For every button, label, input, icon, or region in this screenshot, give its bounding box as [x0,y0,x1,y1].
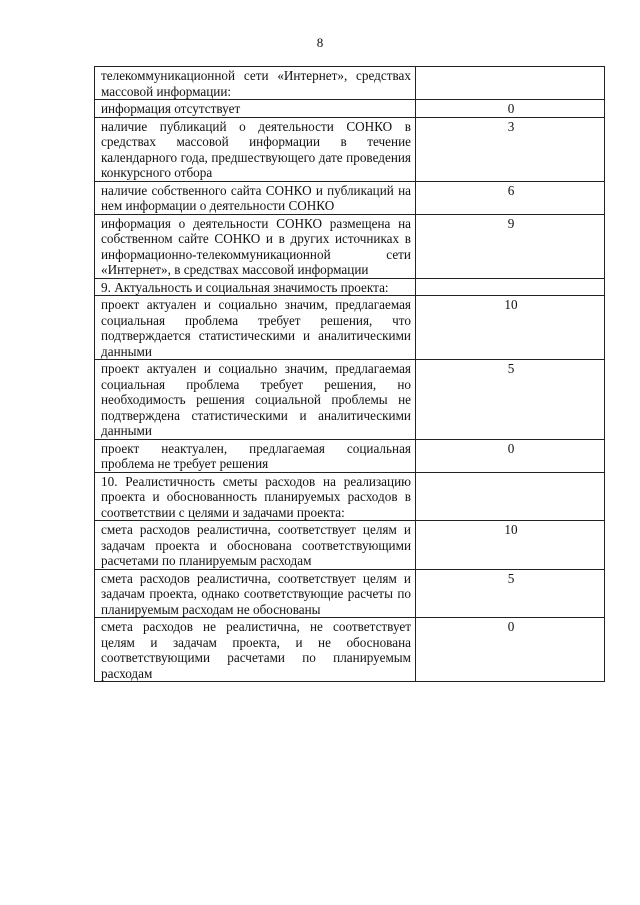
table-row [95,296,605,360]
criterion-text: телекоммуникационной сети «Интернет», средствах массовой информации: [95,67,416,100]
criterion-text: смета расходов реалистична, соответствует целям и задачам проекта, однако соответствующие расчеты по планируемым расходам не обоснованы [95,569,416,618]
section-row [95,278,605,296]
criterion-text: наличие публикаций о деятельности СОНКО в средствах массовой информации в течение календарного года, предшествующего дате проведения конкурсного отбора [95,117,416,181]
page-number: 8 [316,35,324,50]
criterion-text: проект неактуален, предлагаемая социальная проблема не требует решения [95,439,416,472]
criterion-text: проект актуален и социально значим, предлагаемая социальная проблема требует решения, но необходимость решения социальной проблемы не подтверждена статистическими и аналитическими данными [95,360,416,440]
table-row [95,214,605,278]
table-row [95,360,605,440]
section-heading: 10. Реалистичность сметы расходов на реализацию проекта и обоснованность планируемых расходов в соответствии с целями и задачами проекта: [95,472,416,521]
criterion-text: информация о деятельности СОНКО размещена на собственном сайте СОНКО и в других источниках в информационно-телекоммуникационной сети «Интернет», в средствах массовой информации [95,214,416,278]
score-cell [416,67,605,100]
section-row [95,472,605,521]
table-row [95,100,605,118]
criterion-text: смета расходов не реалистична, не соответствует целям и задачам проекта, и не обоснована соответствующими расчетами по планируемым расходам [95,618,416,682]
criterion-text: наличие собственного сайта СОНКО и публикаций на нем информации о деятельности СОНКО [95,181,416,214]
score-cell: 6 [416,181,605,214]
table-row [95,67,605,100]
score-cell [416,278,605,296]
table-row [95,569,605,618]
score-cell: 5 [416,360,605,440]
score-cell: 3 [416,117,605,181]
score-cell: 9 [416,214,605,278]
criterion-text: проект актуален и социально значим, предлагаемая социальная проблема требует решения, что подтверждается статистическими и аналитическими данными [95,296,416,360]
score-cell: 5 [416,569,605,618]
table-row [95,618,605,682]
table-row [95,521,605,570]
table-row [95,439,605,472]
score-cell: 0 [416,618,605,682]
score-cell [416,472,605,521]
table-row [95,181,605,214]
criterion-text: информация отсутствует [95,100,416,118]
criteria-table [94,66,605,682]
section-heading: 9. Актуальность и социальная значимость проекта: [95,278,416,296]
score-cell: 0 [416,439,605,472]
score-cell: 10 [416,296,605,360]
criterion-text: смета расходов реалистична, соответствует целям и задачам проекта и обоснована соответствующими расчетами по планируемым расходам [95,521,416,570]
score-cell: 0 [416,100,605,118]
table-row [95,117,605,181]
score-cell: 10 [416,521,605,570]
